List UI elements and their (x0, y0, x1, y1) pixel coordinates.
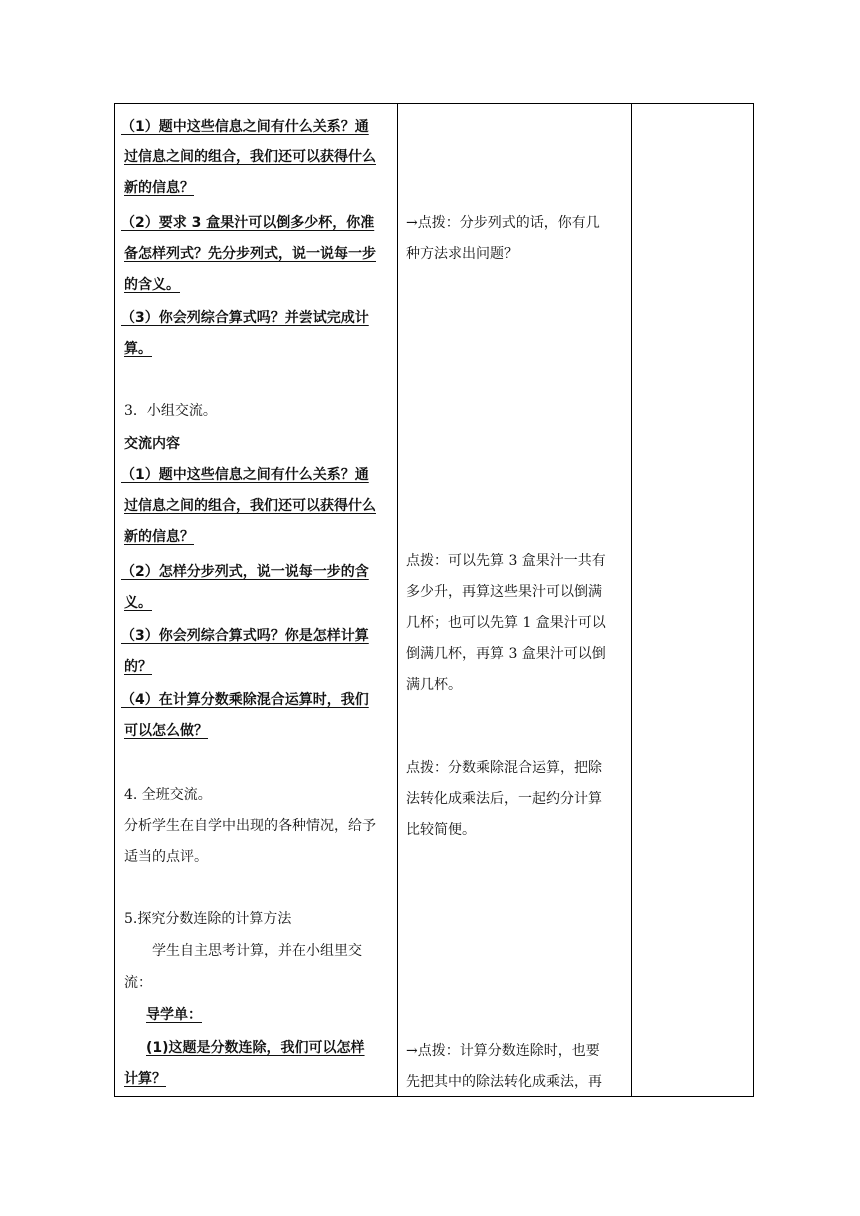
question-line: 过信息之间的组合，我们还可以获得什么 (124, 149, 376, 165)
lesson-plan-table (114, 103, 754, 1097)
question-line: 新的信息？ (124, 180, 194, 196)
paragraph-line: 分析学生在自学中出现的各种情况，给予 (124, 818, 376, 834)
hint-line: 几杯；也可以先算 1 盒果汁可以 (406, 615, 606, 631)
question-line: 的含义。 (124, 277, 180, 293)
hint-line: →点拨：分步列式的话，你有几 (406, 215, 600, 231)
hint-line: 满几杯。 (406, 677, 462, 693)
guide-question-line: (1)这题是分数连除，我们可以怎样 (146, 1040, 365, 1056)
guidance-cell (398, 104, 631, 1096)
hint-line: 多少升，再算这些果汁可以倒满 (406, 584, 602, 600)
question-line: 的？ (124, 659, 152, 675)
question-line: 备怎样列式？先分步列式，说一说每一步 (124, 246, 376, 262)
paragraph-line: 学生自主思考计算，并在小组里交 (152, 943, 362, 959)
question-line: 义。 (124, 595, 152, 611)
question-line: （2）要求 3 盒果汁可以倒多少杯，你准 (121, 215, 375, 231)
question-line: （3）你会列综合算式吗？你是怎样计算 (121, 628, 369, 644)
question-line: 算。 (124, 341, 152, 357)
activity-cell (115, 104, 397, 1096)
question-line: （1）题中这些信息之间有什么关系？通 (121, 467, 369, 483)
question-line: （1）题中这些信息之间有什么关系？通 (121, 119, 369, 135)
notes-column (632, 104, 754, 1097)
guidance-column (398, 104, 632, 1097)
hint-line: →点拨：计算分数连除时，也要 (406, 1043, 600, 1059)
hint-line: 先把其中的除法转化成乘法，再 (406, 1074, 602, 1090)
hint-line: 倒满几杯，再算 3 盒果汁可以倒 (406, 646, 606, 662)
step-title: 3．小组交流。 (124, 403, 217, 419)
question-line: 过信息之间的组合，我们还可以获得什么 (124, 498, 376, 514)
paragraph-line: 流： (124, 975, 152, 991)
hint-line: 点拨：分数乘除混合运算，把除 (406, 760, 602, 776)
question-line: （3）你会列综合算式吗？并尝试完成计 (121, 310, 369, 326)
question-line: 可以怎么做？ (124, 723, 208, 739)
guide-question-line: 计算？ (124, 1071, 166, 1087)
step-title: 4. 全班交流。 (124, 787, 212, 803)
question-line: （2）怎样分步列式，说一说每一步的含 (121, 564, 369, 580)
hint-line: 点拨：可以先算 3 盒果汁一共有 (406, 553, 606, 569)
step-subtitle: 交流内容 (124, 436, 180, 452)
question-line: （4）在计算分数乘除混合运算时，我们 (121, 692, 369, 708)
activity-column (115, 104, 398, 1097)
notes-cell (632, 104, 753, 1096)
question-line: 新的信息？ (124, 529, 194, 545)
paragraph-line: 适当的点评。 (124, 849, 208, 865)
guide-title: 导学单： (146, 1007, 202, 1023)
hint-line: 法转化成乘法后，一起约分计算 (406, 791, 602, 807)
table-row (115, 104, 754, 1097)
hint-line: 种方法求出问题？ (406, 246, 518, 262)
hint-line: 比较简便。 (406, 822, 476, 838)
step-title: 5.探究分数连除的计算方法 (124, 911, 292, 927)
